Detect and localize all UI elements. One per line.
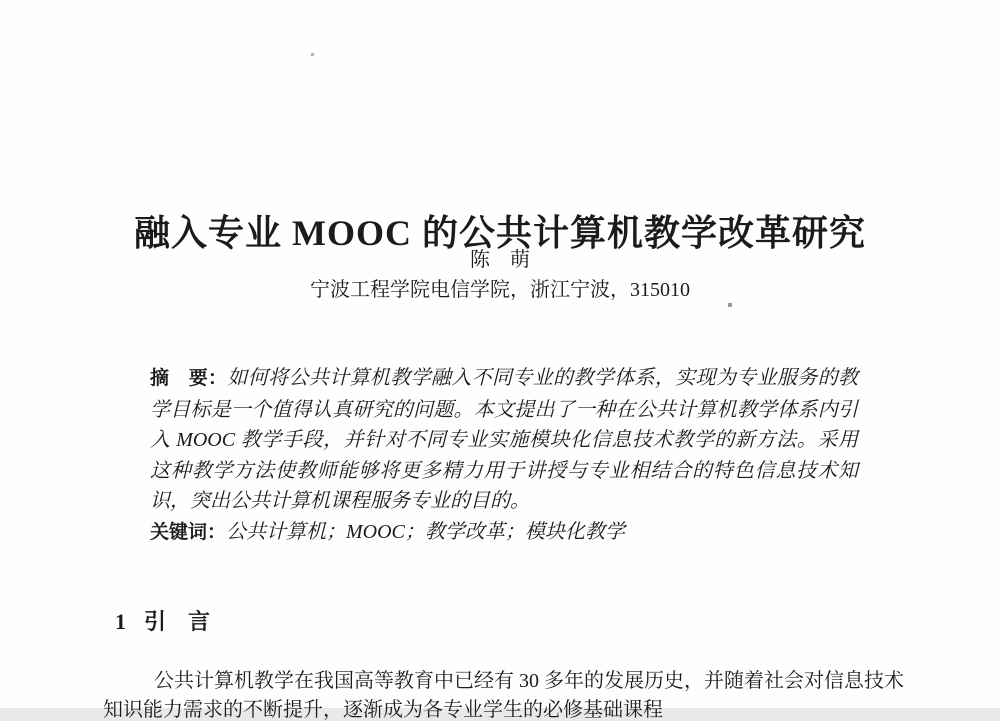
intro-paragraph-first-line: 公共计算机教学在我国高等教育中已经有 30 多年的发展历史，并随着社会对信息技术 — [154, 670, 904, 692]
section-number: 1 — [115, 609, 126, 634]
keywords-paragraph — [150, 517, 858, 549]
intro-paragraph-clipped-line: 知识能力需求的不断提升，逐渐成为各专业学生的必修基础课程 — [103, 699, 663, 721]
section-heading-introduction — [115, 609, 210, 635]
abstract-paragraph — [150, 363, 858, 517]
scan-artifact-dot — [728, 303, 732, 307]
keywords-text: 公共计算机；MOOC；教学改革；模块化教学 — [226, 520, 625, 543]
author-name: 陈 萌 — [470, 249, 530, 271]
abstract-text: 如何将公共计算机教学融入不同专业的教学体系，实现为专业服务的教学目标是一个值得认真研究的问题。本文提出了一种在公共计算机教学体系内引入 MOOC 教学手段，并针对不同专业实施模块化信息技术教学的新方法。采用这种教学方法使教师能够将更多精力用于讲授与专业相结合的特色信息技术知识，突出公共计算机课程服务专业的目的。 — [150, 367, 858, 512]
abstract-label: 摘 要： — [150, 368, 228, 389]
paper-title: 融入专业 MOOC 的公共计算机教学改革研究 — [134, 213, 866, 254]
keywords-label: 关键词： — [150, 521, 227, 543]
scan-artifact-dot — [311, 53, 314, 56]
affiliation: 宁波工程学院电信学院，浙江宁波，315010 — [310, 279, 690, 301]
abstract-block — [150, 363, 858, 548]
section-title: 引 言 — [144, 609, 211, 634]
